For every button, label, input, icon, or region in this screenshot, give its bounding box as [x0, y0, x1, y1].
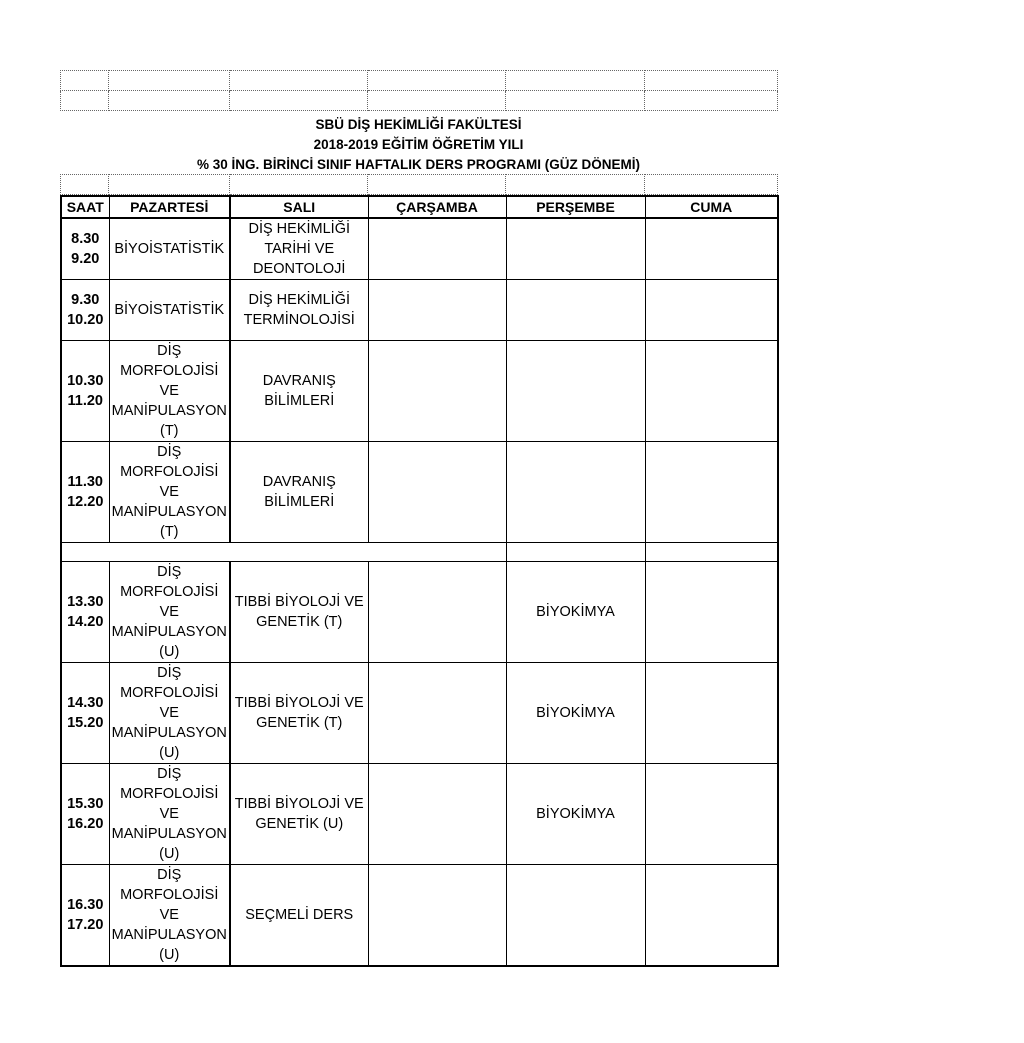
time-slot-cell [61, 764, 109, 865]
header-spacer-grid [60, 174, 778, 195]
course-cell-pazartesi [109, 442, 230, 543]
break-cell [61, 543, 506, 562]
document-title-block [60, 115, 777, 175]
schedule-row [61, 663, 778, 764]
course-line: BİYOİSTATİSTİK [114, 241, 225, 257]
course-cell-cuma [645, 663, 778, 764]
course-cell-sali [230, 764, 368, 865]
header-sali: SALI [230, 196, 368, 218]
academic-year-title: 2018-2019 EĞİTİM ÖĞRETİM YILI [313, 137, 524, 152]
time-slot-cell [61, 562, 109, 663]
course-line: TERMİNOLOJİSİ [243, 312, 355, 328]
time-slot-cell [61, 218, 109, 280]
header-pazartesi: PAZARTESİ [109, 196, 230, 218]
course-line: MANİPULASYON [111, 624, 227, 640]
schedule-row [61, 764, 778, 865]
faculty-title: SBÜ DİŞ HEKİMLİĞİ FAKÜLTESİ [315, 117, 522, 132]
course-line: DİŞ [157, 444, 182, 460]
course-cell-persembe [506, 865, 645, 967]
course-line: (T) [159, 524, 179, 540]
course-line: TIBBİ BİYOLOJİ VE [234, 695, 364, 711]
time-end: 9.20 [71, 251, 100, 267]
header-persembe: PERŞEMBE [506, 196, 645, 218]
course-cell-pazartesi [109, 764, 230, 865]
course-cell-pazartesi [109, 663, 230, 764]
course-cell-carsamba [368, 663, 506, 764]
course-cell-carsamba [368, 218, 506, 280]
course-line: GENETİK (T) [256, 614, 343, 630]
course-line: (U) [159, 644, 180, 660]
course-line: DAVRANIŞ [262, 474, 336, 490]
time-slot-cell [61, 341, 109, 442]
course-line: BİLİMLERİ [264, 393, 335, 409]
header-row [61, 196, 778, 218]
time-end: 15.20 [67, 715, 104, 731]
course-line: VE [159, 383, 179, 399]
program-title: % 30 İNG. BİRİNCİ SINIF HAFTALIK DERS PROGRAMI (GÜZ DÖNEMİ) [196, 157, 640, 172]
course-line: TARİHİ VE [264, 241, 335, 257]
time-slot-cell [61, 865, 109, 967]
course-cell-persembe [506, 562, 645, 663]
course-line: VE [159, 604, 179, 620]
course-cell-cuma [645, 218, 778, 280]
course-cell-persembe [506, 341, 645, 442]
break-cell [506, 543, 645, 562]
course-line: DİŞ [157, 665, 182, 681]
course-cell-persembe [506, 764, 645, 865]
course-line: MORFOLOJİSİ [120, 887, 219, 903]
time-end: 10.20 [67, 312, 104, 328]
course-cell-sali [230, 562, 368, 663]
course-cell-persembe [506, 280, 645, 341]
course-line: MORFOLOJİSİ [120, 464, 219, 480]
course-cell-cuma [645, 562, 778, 663]
course-line: TIBBİ BİYOLOJİ VE [234, 594, 364, 610]
course-cell-carsamba [368, 865, 506, 967]
time-end: 16.20 [67, 816, 104, 832]
course-line: DEONTOLOJİ [253, 261, 346, 277]
header-cuma: CUMA [645, 196, 778, 218]
course-cell-sali [230, 280, 368, 341]
time-slot-cell [61, 280, 109, 341]
course-line: MORFOLOJİSİ [120, 584, 219, 600]
course-cell-cuma [645, 865, 778, 967]
course-line: DİŞ HEKİMLİĞİ [248, 292, 351, 308]
time-start: 14.30 [67, 695, 104, 711]
course-line: MORFOLOJİSİ [120, 786, 219, 802]
time-start: 8.30 [71, 231, 100, 247]
course-cell-sali [230, 663, 368, 764]
course-cell-pazartesi [109, 218, 230, 280]
course-cell-cuma [645, 442, 778, 543]
course-line: DİŞ [157, 867, 182, 883]
course-line: BİYOKİMYA [536, 604, 615, 620]
course-line: (U) [159, 947, 180, 963]
course-line: VE [159, 705, 179, 721]
course-cell-pazartesi [109, 865, 230, 967]
time-end: 17.20 [67, 917, 104, 933]
course-line: MANİPULASYON [111, 826, 227, 842]
course-line: GENETİK (T) [256, 715, 343, 731]
course-cell-carsamba [368, 280, 506, 341]
course-cell-cuma [645, 764, 778, 865]
course-cell-persembe [506, 442, 645, 543]
course-line: DİŞ [157, 343, 182, 359]
schedule-row [61, 865, 778, 967]
header-carsamba: ÇARŞAMBA [368, 196, 506, 218]
course-cell-cuma [645, 341, 778, 442]
course-line: MANİPULASYON [111, 725, 227, 741]
course-line: DİŞ [157, 766, 182, 782]
course-line: DİŞ [157, 564, 182, 580]
course-cell-cuma [645, 280, 778, 341]
course-line: DAVRANIŞ [262, 373, 336, 389]
course-cell-sali [230, 341, 368, 442]
schedule-row [61, 341, 778, 442]
course-line: DİŞ HEKİMLİĞİ [248, 221, 351, 237]
course-cell-sali [230, 865, 368, 967]
course-cell-carsamba [368, 562, 506, 663]
course-cell-carsamba [368, 442, 506, 543]
course-line: VE [159, 484, 179, 500]
course-line: TIBBİ BİYOLOJİ VE [234, 796, 364, 812]
schedule-row [61, 562, 778, 663]
schedule-body [61, 218, 778, 966]
schedule-row [61, 218, 778, 280]
header-saat: SAAT [61, 196, 109, 218]
course-line: VE [159, 806, 179, 822]
course-cell-pazartesi [109, 341, 230, 442]
time-end: 11.20 [67, 393, 103, 409]
course-cell-sali [230, 442, 368, 543]
time-slot-cell [61, 442, 109, 543]
course-line: (T) [159, 423, 179, 439]
course-cell-persembe [506, 218, 645, 280]
time-start: 15.30 [67, 796, 104, 812]
course-cell-sali [230, 218, 368, 280]
time-start: 10.30 [67, 373, 104, 389]
time-slot-cell [61, 663, 109, 764]
course-line: BİYOKİMYA [536, 705, 615, 721]
course-cell-persembe [506, 663, 645, 764]
course-cell-pazartesi [109, 562, 230, 663]
schedule-row [61, 280, 778, 341]
course-line: GENETİK (U) [255, 816, 344, 832]
time-start: 9.30 [71, 292, 100, 308]
course-line: BİYOİSTATİSTİK [114, 302, 225, 318]
course-line: MORFOLOJİSİ [120, 363, 219, 379]
course-cell-carsamba [368, 341, 506, 442]
time-end: 12.20 [67, 494, 104, 510]
course-line: (U) [159, 745, 180, 761]
schedule-row [61, 442, 778, 543]
course-line: BİYOKİMYA [536, 806, 615, 822]
lunch-break-row [61, 543, 778, 562]
time-start: 16.30 [67, 897, 104, 913]
course-line: (U) [159, 846, 180, 862]
course-line: MANİPULASYON [111, 927, 227, 943]
break-cell [645, 543, 778, 562]
course-line: MANİPULASYON [111, 504, 227, 520]
time-end: 14.20 [67, 614, 104, 630]
course-line: SEÇMELİ DERS [245, 907, 354, 923]
time-start: 11.30 [67, 474, 103, 490]
course-line: VE [159, 907, 179, 923]
weekly-schedule-table [60, 195, 779, 967]
course-line: BİLİMLERİ [264, 494, 335, 510]
course-line: MANİPULASYON [111, 403, 227, 419]
course-cell-carsamba [368, 764, 506, 865]
top-empty-grid [60, 70, 778, 111]
time-start: 13.30 [67, 594, 104, 610]
course-cell-pazartesi [109, 280, 230, 341]
course-line: MORFOLOJİSİ [120, 685, 219, 701]
